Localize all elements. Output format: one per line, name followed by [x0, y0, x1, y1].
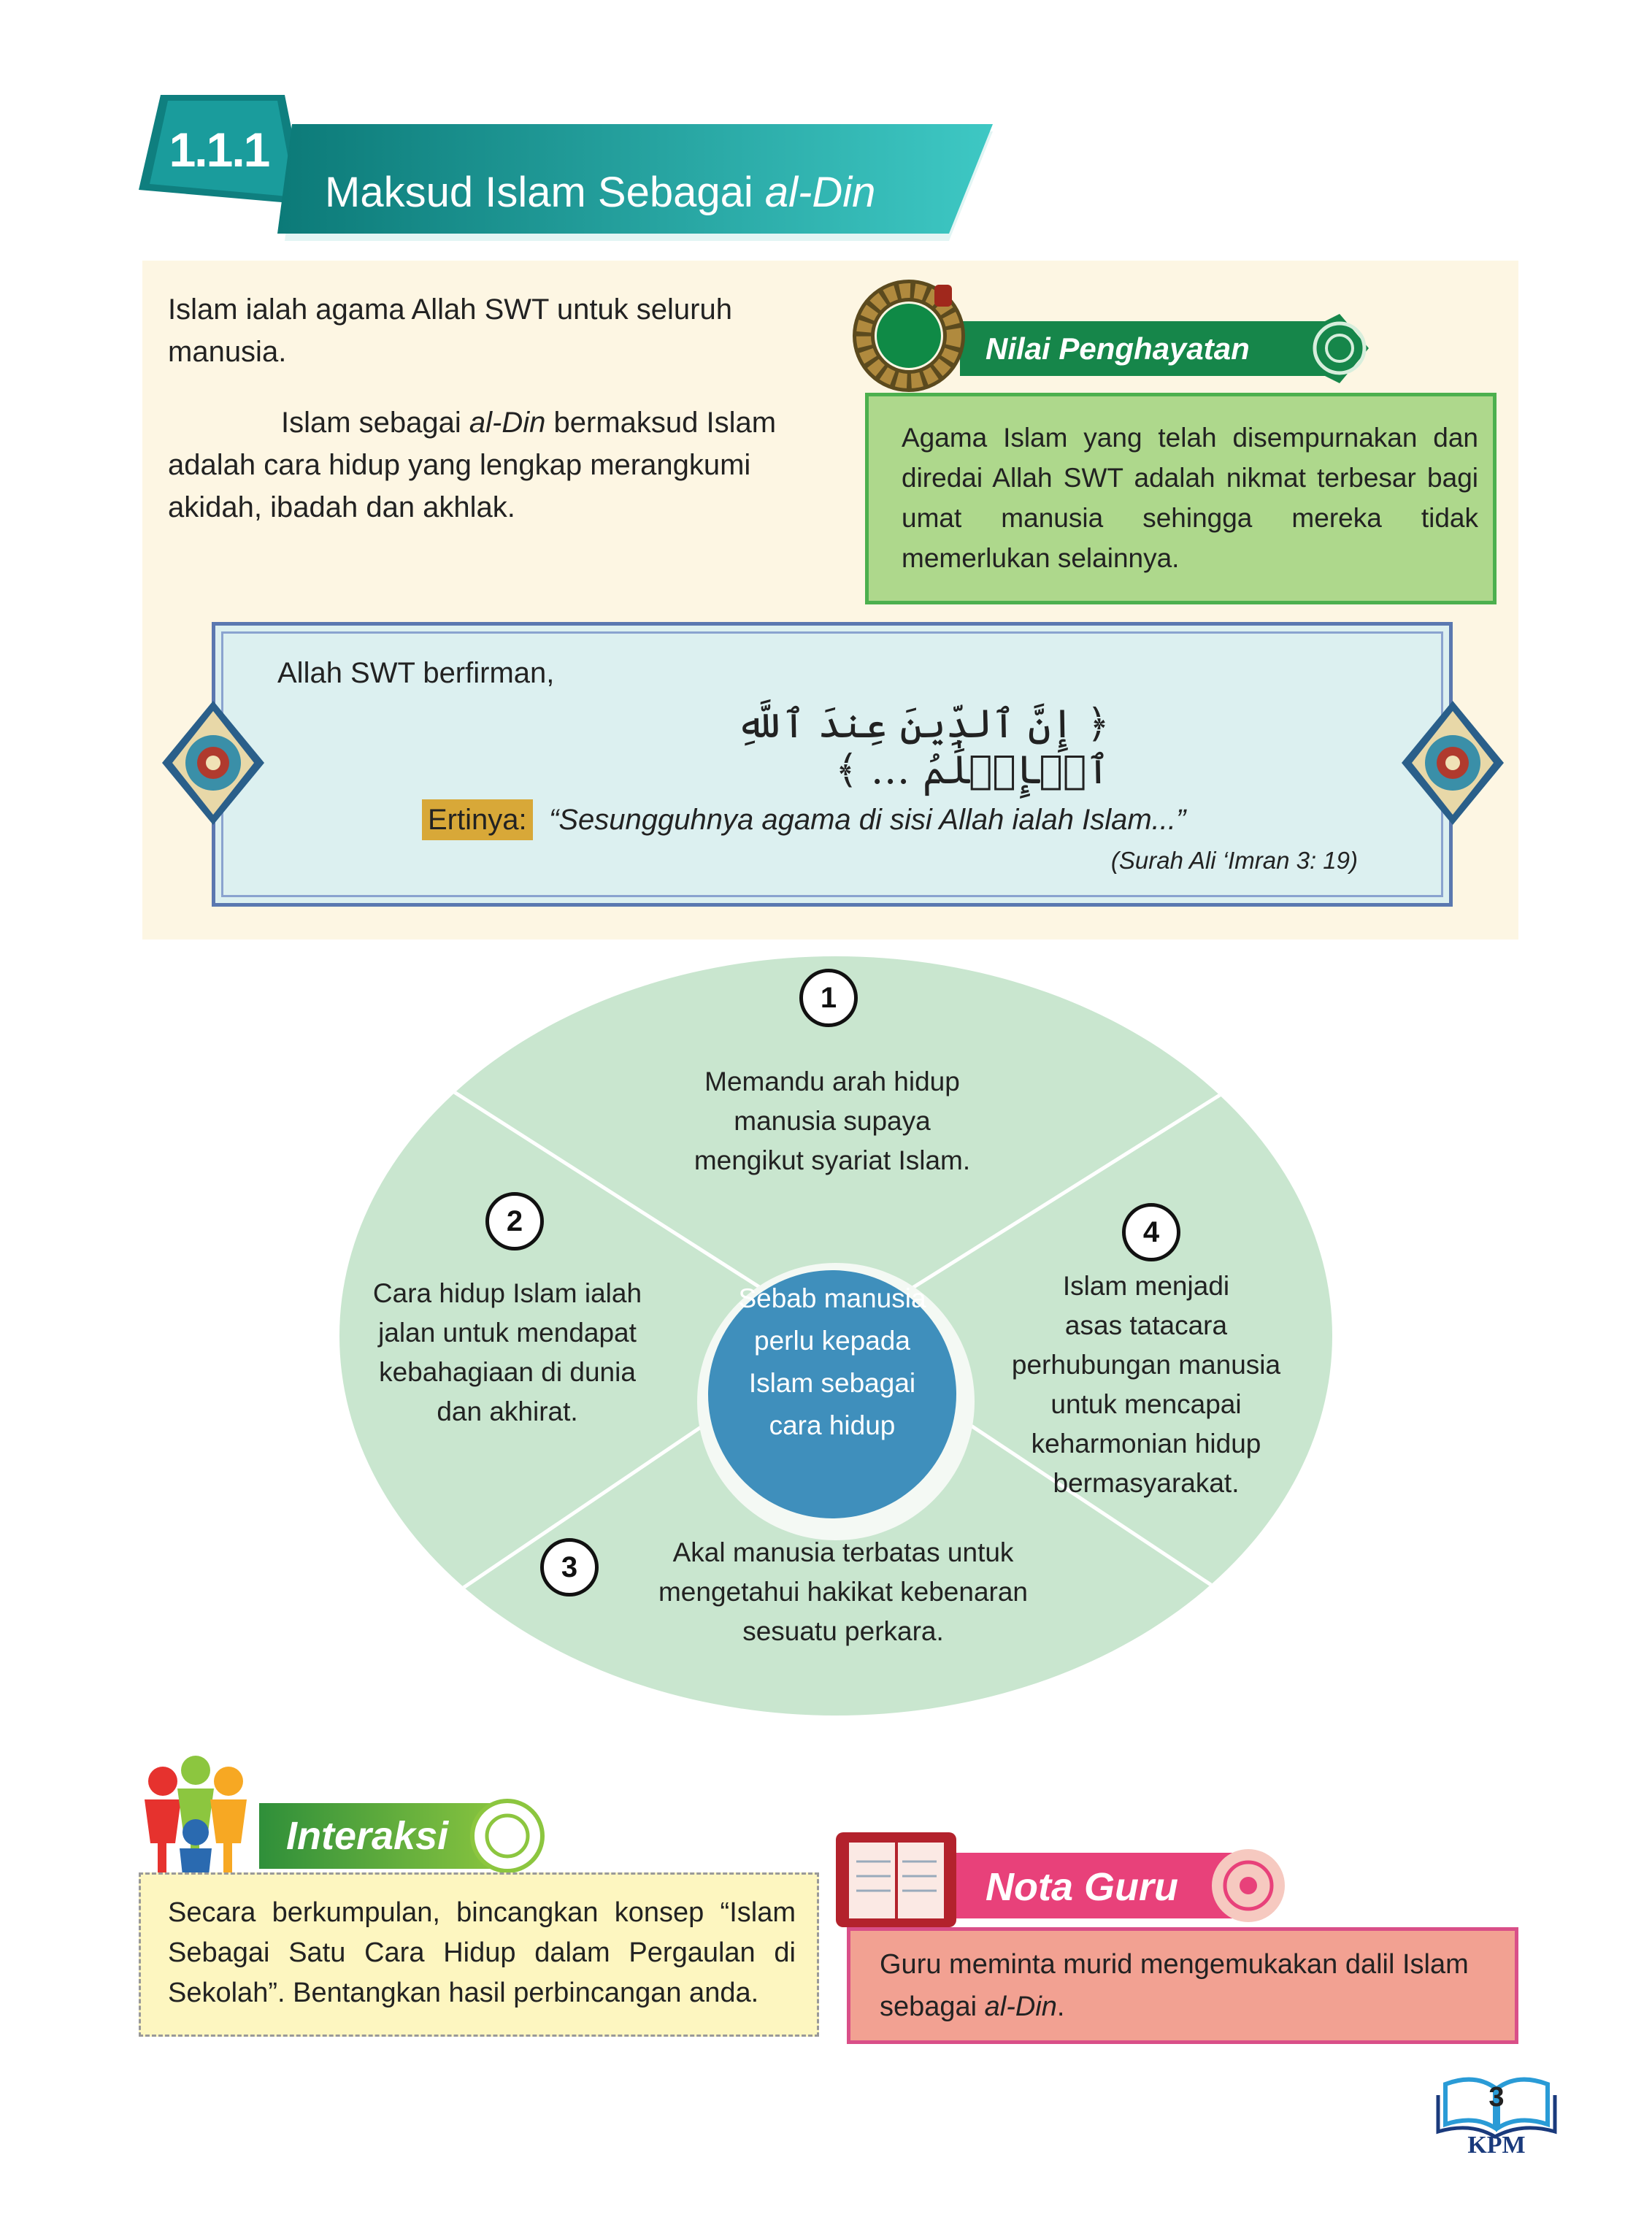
item-3-text: [628, 1533, 1059, 1651]
book-icon: [829, 1825, 964, 1935]
page-number: 3: [1488, 2081, 1505, 2113]
item-line: mengikut syariat Islam.: [694, 1145, 971, 1175]
nota-text-italic: al-Din: [984, 1991, 1057, 2022]
nota-text: [880, 1943, 1500, 2028]
center-line: cara hidup: [769, 1410, 896, 1440]
item-line: manusia supaya: [734, 1106, 931, 1136]
nota-text-b: .: [1056, 1991, 1065, 2022]
intro-paragraph-1: Islam ialah agama Allah SWT untuk seluruh manusia.: [168, 293, 732, 368]
item-line: Memandu arah hidup: [704, 1067, 960, 1096]
item-line: dan akhirat.: [437, 1396, 578, 1426]
diagram-center-label: [694, 1278, 971, 1447]
item-line: bermasyarakat.: [1053, 1468, 1240, 1498]
item-line: Cara hidup Islam ialah: [372, 1278, 642, 1308]
item-line: perhubungan manusia: [1011, 1350, 1281, 1380]
item-number-2: 2: [485, 1192, 544, 1250]
quote-intro: Allah SWT berfirman,: [277, 657, 555, 689]
center-line: Islam sebagai: [748, 1368, 916, 1398]
ertinya-text: “Sesungguhnya agama di sisi Allah ialah Islam...”: [549, 803, 1186, 836]
item-line: asas tatacara: [1064, 1310, 1228, 1340]
interaksi-title: Interaksi: [286, 1814, 449, 1858]
interaksi-text: Secara berkumpulan, bincangkan konsep “Islam Sebagai Satu Cara Hidup dalam Pergaulan di Sekolah”. Bentangkan hasil perbincangan anda.: [168, 1897, 796, 2008]
intro-p2-text-b: bermaksud Islam adalah cara hidup yang lengkap merangkumi akidah, ibadah dan akhlak.: [168, 407, 777, 523]
ertinya-label: Ertinya:: [422, 799, 533, 840]
intro-p2-text-a: Islam sebagai: [281, 407, 469, 439]
intro-paragraph-2: [168, 402, 810, 529]
nota-title: Nota Guru: [986, 1865, 1178, 1909]
beads-icon: [847, 270, 971, 394]
item-number-3: 3: [540, 1538, 599, 1597]
rosette-icon: [162, 701, 264, 825]
center-line: perlu kepada: [754, 1326, 910, 1356]
item-2-text: [343, 1274, 672, 1432]
item-line: kebahagiaan di dunia: [379, 1357, 636, 1387]
section-title-italic: al-Din: [764, 168, 876, 216]
item-1-text: [642, 1062, 1022, 1180]
item-line: Islam menjadi: [1062, 1271, 1230, 1301]
verse-source: (Surah Ali ‘Imran 3: 19): [1110, 847, 1358, 874]
item-number-4: 4: [1122, 1203, 1180, 1261]
nota-text-a: Guru meminta murid mengemukakan dalil Islam sebagai: [880, 1949, 1469, 2022]
nilai-title: Nilai Penghayatan: [986, 331, 1250, 366]
item-line: Akal manusia terbatas untuk: [672, 1537, 1014, 1567]
item-line: jalan untuk mendapat: [378, 1318, 637, 1348]
section-title: [325, 159, 982, 225]
rosette-icon: [1402, 701, 1504, 825]
item-4-text: [993, 1267, 1299, 1503]
item-line: mengetahui hakikat kebenaran: [658, 1577, 1029, 1607]
nilai-text: Agama Islam yang telah disempurnakan dan diredai Allah SWT adalah nikmat terbesar bagi umat manusia sehingga mereka tidak memerlukan selainnya.: [902, 423, 1478, 573]
quran-verse-arabic: ﴿ إِنَّ ٱلدِّينَ عِندَ ٱللَّهِ ٱلۡإِسۡلَٰمُ … ﴾: [736, 700, 1110, 793]
section-number: 1.1.1: [169, 123, 269, 177]
item-line: sesuatu perkara.: [742, 1616, 944, 1646]
item-line: keharmonian hidup: [1031, 1429, 1261, 1459]
center-line: Sebab manusia: [738, 1283, 926, 1313]
item-line: untuk mencapai: [1050, 1389, 1242, 1419]
section-title-main: Maksud Islam Sebagai: [325, 168, 753, 216]
kpm-logo-text: KPM: [1467, 2132, 1526, 2159]
item-number-1: 1: [799, 969, 858, 1027]
intro-p2-italic: al-Din: [469, 407, 546, 439]
